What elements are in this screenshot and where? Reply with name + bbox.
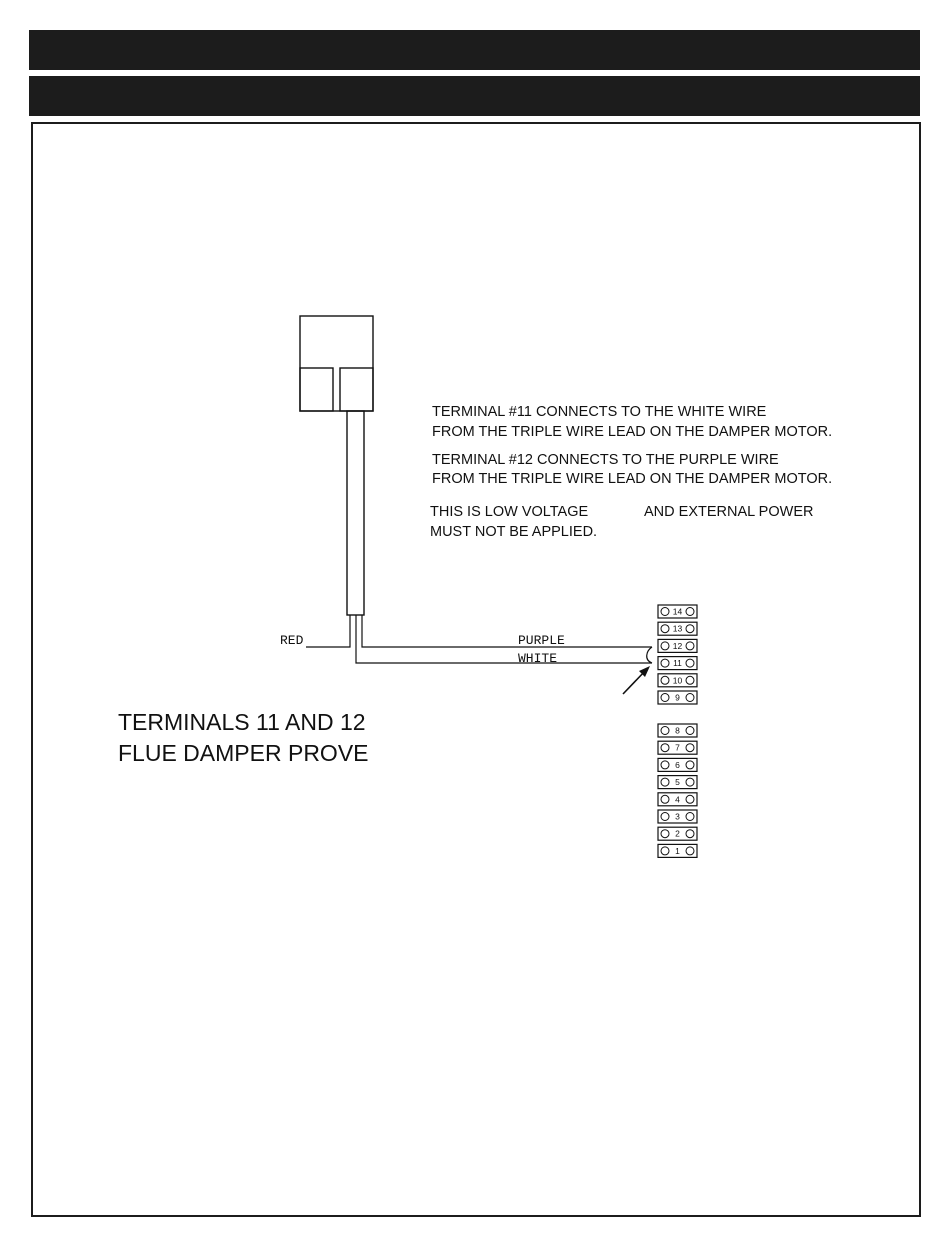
terminal-screw-icon [661,761,669,769]
plug-left-socket [300,368,333,411]
terminal-number: 13 [672,623,683,634]
terminal-number: 12 [672,640,683,651]
terminal-screw-icon [686,694,694,702]
terminal-screw-icon [686,727,694,735]
terminal-number: 14 [672,606,683,617]
terminal-number: 5 [675,777,680,788]
purple-wire [362,615,652,647]
purple-wire-label: PURPLE [518,633,565,648]
terminal-screw-icon [661,778,669,786]
terminal-5 [658,776,697,789]
terminal-screw-icon [661,830,669,838]
terminal-screw-icon [686,813,694,821]
red-wire-label: RED [280,633,304,648]
terminal-screw-icon [661,813,669,821]
terminal11-note-line2: FROM THE TRIPLE WIRE LEAD ON THE DAMPER MOTOR. [432,424,833,440]
terminal-number: 3 [675,811,680,822]
red-wire [306,615,350,647]
terminal11-note-line1: TERMINAL #11 CONNECTS TO THE WHITE WIRE [432,404,767,420]
white-wire-label: WHITE [518,651,558,666]
terminal-screw-icon [661,676,669,684]
voltage-note-line2: MUST NOT BE APPLIED. [430,524,598,540]
damper-motor-plug [300,316,373,411]
terminal-screw-icon [686,676,694,684]
terminal-1 [658,844,697,857]
terminal-12 [658,639,697,652]
terminal-6 [658,758,697,771]
terminal-8 [658,724,697,737]
terminal-screw-icon [661,625,669,633]
terminal-strip [658,605,697,857]
voltage-note-line1-left: THIS IS LOW VOLTAGE [430,504,589,520]
terminal-screw-icon [661,727,669,735]
terminal-9 [658,691,697,704]
caption-line2: FLUE DAMPER PROVE [118,740,369,766]
terminal-number: 9 [675,692,680,703]
terminal-screw-icon [686,795,694,803]
terminal-number: 1 [675,845,680,856]
terminal-screw-icon [661,847,669,855]
terminal-screw-icon [686,744,694,752]
terminal-screw-icon [661,608,669,616]
terminal-screw-icon [686,659,694,667]
terminal-2 [658,827,697,840]
terminal-number: 8 [675,725,680,736]
terminal-4 [658,793,697,806]
terminal-7 [658,741,697,754]
terminal-screw-icon [686,608,694,616]
terminal-screw-icon [661,642,669,650]
terminal-screw-icon [661,744,669,752]
terminal12-note-line1: TERMINAL #12 CONNECTS TO THE PURPLE WIRE [432,452,779,468]
terminal-10 [658,674,697,687]
terminal-11 [658,657,697,670]
cable-sheath [347,411,364,615]
terminal-number: 4 [675,794,680,805]
plug-body [300,316,373,411]
terminal-screw-icon [686,778,694,786]
terminal-3 [658,810,697,823]
terminal-screw-icon [686,847,694,855]
wire-loop [647,647,652,663]
terminal-number: 7 [675,742,680,753]
terminal-number: 11 [673,658,682,669]
white-wire [356,615,652,663]
terminal-screw-icon [686,830,694,838]
terminal-screw-icon [661,795,669,803]
terminal-13 [658,622,697,635]
terminal-screw-icon [686,625,694,633]
terminal-screw-icon [661,694,669,702]
voltage-note-line1-right: AND EXTERNAL POWER [644,504,814,520]
terminal-screw-icon [686,761,694,769]
arrow-icon [623,666,650,694]
plug-right-socket [340,368,373,411]
terminal12-note-line2: FROM THE TRIPLE WIRE LEAD ON THE DAMPER MOTOR. [432,471,833,487]
terminal-14 [658,605,697,618]
caption-line1: TERMINALS 11 AND 12 [118,709,366,735]
terminal-screw-icon [686,642,694,650]
terminal-screw-icon [661,659,669,667]
terminal-number: 2 [675,828,680,839]
terminal-number: 10 [672,675,683,686]
terminal-number: 6 [675,759,680,770]
